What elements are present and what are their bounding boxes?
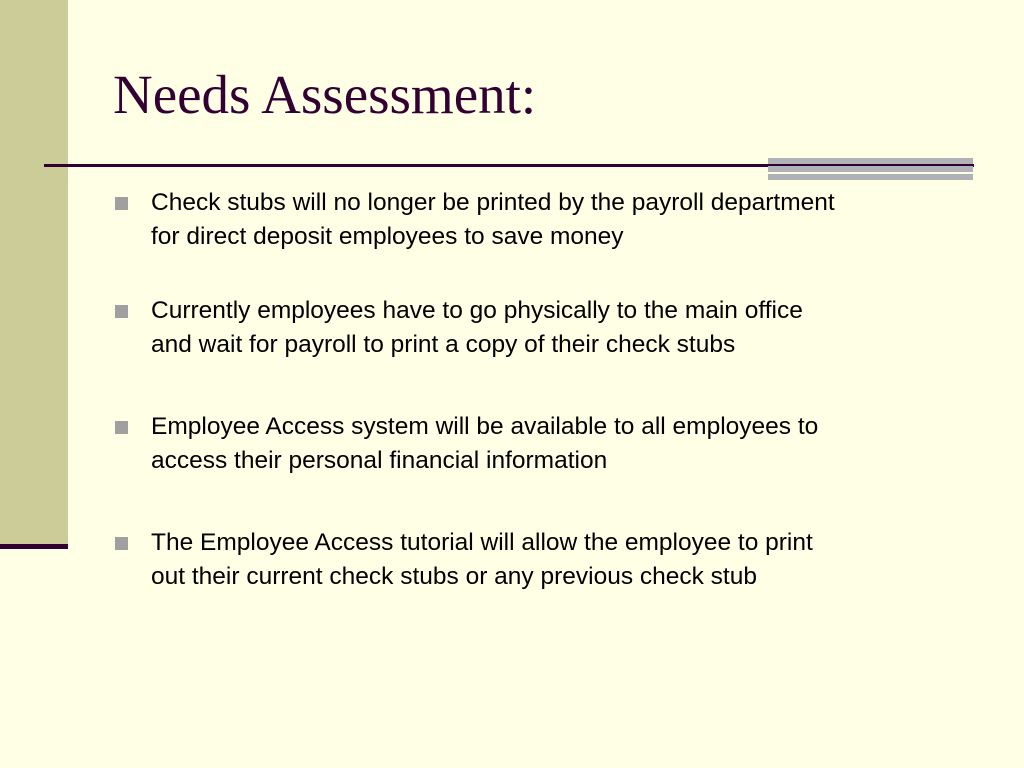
side-band [0,0,68,545]
bullet-text-line: Employee Access system will be available to all employees to [151,413,819,440]
square-bullet-icon [115,421,128,434]
bullet-text-line: The Employee Access tutorial will allow the employee to print [151,529,813,556]
accent-bar [768,158,973,164]
accent-bars [768,158,973,180]
square-bullet-icon [115,197,128,210]
square-bullet-icon [115,305,128,318]
bullet-item [113,294,973,362]
slide-title: Needs Assessment: [113,64,537,125]
square-bullet-icon [115,537,128,550]
bullet-text-line: for direct deposit employees to save money [151,223,624,250]
bullet-text-line: Check stubs will no longer be printed by the payroll department [151,189,835,216]
bullet-item [113,526,973,594]
side-accent-line [0,544,68,549]
bullet-text-line: out their current check stubs or any previous check stub [151,563,757,590]
bullet-text-line: Currently employees have to go physically to the main office [151,297,803,324]
bullet-item [113,186,973,254]
accent-bar [768,174,973,180]
bullet-text-line: and wait for payroll to print a copy of their check stubs [151,331,736,358]
accent-bar [768,166,973,172]
bullet-text-line: access their personal financial information [151,447,608,474]
bullet-list [113,186,973,594]
bullet-item [113,410,973,478]
